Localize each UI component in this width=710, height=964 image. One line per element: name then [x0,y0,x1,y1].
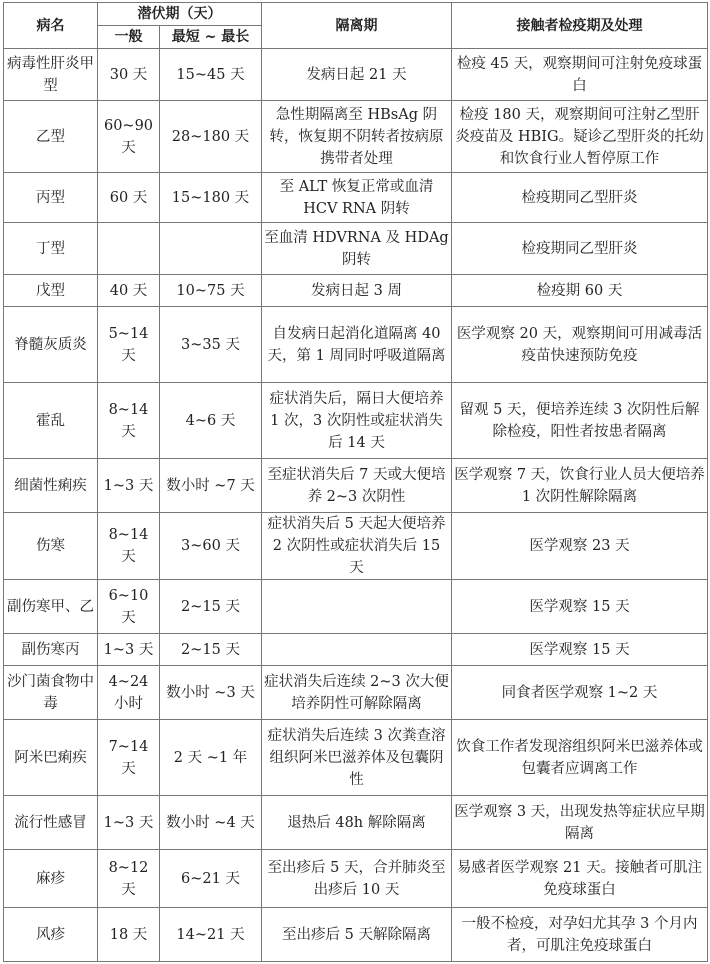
cell-range: 15~45 天 [160,49,262,101]
cell-isolation: 至出疹后 5 天，合并肺炎至出疹后 10 天 [262,850,452,908]
page [0,2,710,964]
cell-disease: 戊型 [4,275,98,307]
cell-general: 4~24 小时 [98,666,160,720]
cell-general: 30 天 [98,49,160,101]
header-incubation: 潜伏期（天） [98,3,262,26]
cell-range: 3~35 天 [160,307,262,383]
cell-general: 6~10 天 [98,580,160,634]
table-row [4,513,708,580]
cell-contact: 检疫期同乙型肝炎 [452,223,708,275]
table-row [4,383,708,459]
cell-range: 15~180 天 [160,173,262,223]
cell-general: 40 天 [98,275,160,307]
cell-disease: 伤寒 [4,513,98,580]
table-row [4,173,708,223]
cell-isolation: 症状消失后连续 2~3 次大便培养阴性可解除隔离 [262,666,452,720]
table-row [4,666,708,720]
cell-general: 60 天 [98,173,160,223]
cell-isolation [262,634,452,666]
cell-disease: 沙门菌食物中毒 [4,666,98,720]
table-row [4,307,708,383]
table-row [4,49,708,101]
cell-general: 1~3 天 [98,796,160,850]
cell-contact: 同食者医学观察 1~2 天 [452,666,708,720]
table-header [4,3,708,49]
quarantine-table [3,2,708,962]
cell-general: 8~14 天 [98,383,160,459]
cell-general: 1~3 天 [98,459,160,513]
table-row [4,720,708,796]
cell-disease: 风疹 [4,908,98,962]
cell-isolation: 退热后 48h 解除隔离 [262,796,452,850]
header-disease: 病名 [4,3,98,49]
cell-contact: 检疫 180 天，观察期间可注射乙型肝炎疫苗及 HBIG。疑诊乙型肝炎的托幼和饮食行业人暂停原工作 [452,101,708,173]
cell-contact: 一般不检疫，对孕妇尤其孕 3 个月内者，可肌注免疫球蛋白 [452,908,708,962]
cell-contact: 医学观察 15 天 [452,634,708,666]
header-range: 最短 ~ 最长 [160,26,262,49]
cell-disease: 流行性感冒 [4,796,98,850]
cell-contact: 留观 5 天，便培养连续 3 次阴性后解除检疫，阳性者按患者隔离 [452,383,708,459]
table-row [4,796,708,850]
table-row [4,634,708,666]
cell-isolation: 症状消失后，隔日大便培养 1 次，3 次阴性或症状消失后 14 天 [262,383,452,459]
cell-range: 14~21 天 [160,908,262,962]
cell-isolation: 至出疹后 5 天解除隔离 [262,908,452,962]
cell-isolation: 自发病日起消化道隔离 40 天，第 1 周同时呼吸道隔离 [262,307,452,383]
header-isolation: 隔离期 [262,3,452,49]
cell-general: 7~14 天 [98,720,160,796]
cell-general: 8~12 天 [98,850,160,908]
cell-isolation: 症状消失后连续 3 次粪查溶组织阿米巴滋养体及包囊阴性 [262,720,452,796]
header-general: 一般 [98,26,160,49]
cell-general: 60~90 天 [98,101,160,173]
cell-general: 18 天 [98,908,160,962]
cell-contact: 检疫期同乙型肝炎 [452,173,708,223]
cell-disease: 霍乱 [4,383,98,459]
cell-disease: 副伤寒甲、乙 [4,580,98,634]
cell-isolation: 至 ALT 恢复正常或血清 HCV RNA 阴转 [262,173,452,223]
cell-range: 2 天 ~1 年 [160,720,262,796]
cell-disease: 阿米巴痢疾 [4,720,98,796]
cell-range: 数小时 ~3 天 [160,666,262,720]
table-row [4,223,708,275]
cell-range: 数小时 ~7 天 [160,459,262,513]
cell-disease: 细菌性痢疾 [4,459,98,513]
table-row [4,908,708,962]
cell-contact: 医学观察 7 天，饮食行业人员大便培养 1 次阴性解除隔离 [452,459,708,513]
cell-disease: 乙型 [4,101,98,173]
header-contact: 接触者检疫期及处理 [452,3,708,49]
table-row [4,275,708,307]
cell-contact: 易感者医学观察 21 天。接触者可肌注免疫球蛋白 [452,850,708,908]
cell-contact: 检疫期 60 天 [452,275,708,307]
cell-range: 4~6 天 [160,383,262,459]
cell-contact: 医学观察 3 天，出现发热等症状应早期隔离 [452,796,708,850]
cell-general: 8~14 天 [98,513,160,580]
cell-isolation: 发病日起 21 天 [262,49,452,101]
cell-general: 1~3 天 [98,634,160,666]
cell-range: 2~15 天 [160,580,262,634]
cell-disease: 副伤寒丙 [4,634,98,666]
cell-isolation: 发病日起 3 周 [262,275,452,307]
cell-contact: 医学观察 20 天，观察期间可用减毒活疫苗快速预防免疫 [452,307,708,383]
table-row [4,459,708,513]
cell-disease: 丁型 [4,223,98,275]
table-row [4,580,708,634]
cell-isolation: 至血清 HDVRNA 及 HDAg 阴转 [262,223,452,275]
cell-disease: 病毒性肝炎甲型 [4,49,98,101]
cell-general: 5~14 天 [98,307,160,383]
cell-range: 28~180 天 [160,101,262,173]
cell-contact: 检疫 45 天，观察期间可注射免疫球蛋白 [452,49,708,101]
cell-range: 6~21 天 [160,850,262,908]
table-body [4,49,708,962]
cell-isolation: 症状消失后 5 天起大便培养 2 次阴性或症状消失后 15 天 [262,513,452,580]
table-row [4,101,708,173]
cell-disease: 脊髓灰质炎 [4,307,98,383]
cell-range [160,223,262,275]
cell-general [98,223,160,275]
cell-isolation: 至症状消失后 7 天或大便培养 2~3 次阴性 [262,459,452,513]
cell-isolation [262,580,452,634]
cell-contact: 医学观察 15 天 [452,580,708,634]
cell-range: 3~60 天 [160,513,262,580]
cell-range: 10~75 天 [160,275,262,307]
cell-range: 2~15 天 [160,634,262,666]
cell-contact: 饮食工作者发现溶组织阿米巴滋养体或包囊者应调离工作 [452,720,708,796]
cell-contact: 医学观察 23 天 [452,513,708,580]
cell-disease: 麻疹 [4,850,98,908]
table-row [4,850,708,908]
cell-range: 数小时 ~4 天 [160,796,262,850]
cell-isolation: 急性期隔离至 HBsAg 阴转，恢复期不阴转者按病原携带者处理 [262,101,452,173]
cell-disease: 丙型 [4,173,98,223]
